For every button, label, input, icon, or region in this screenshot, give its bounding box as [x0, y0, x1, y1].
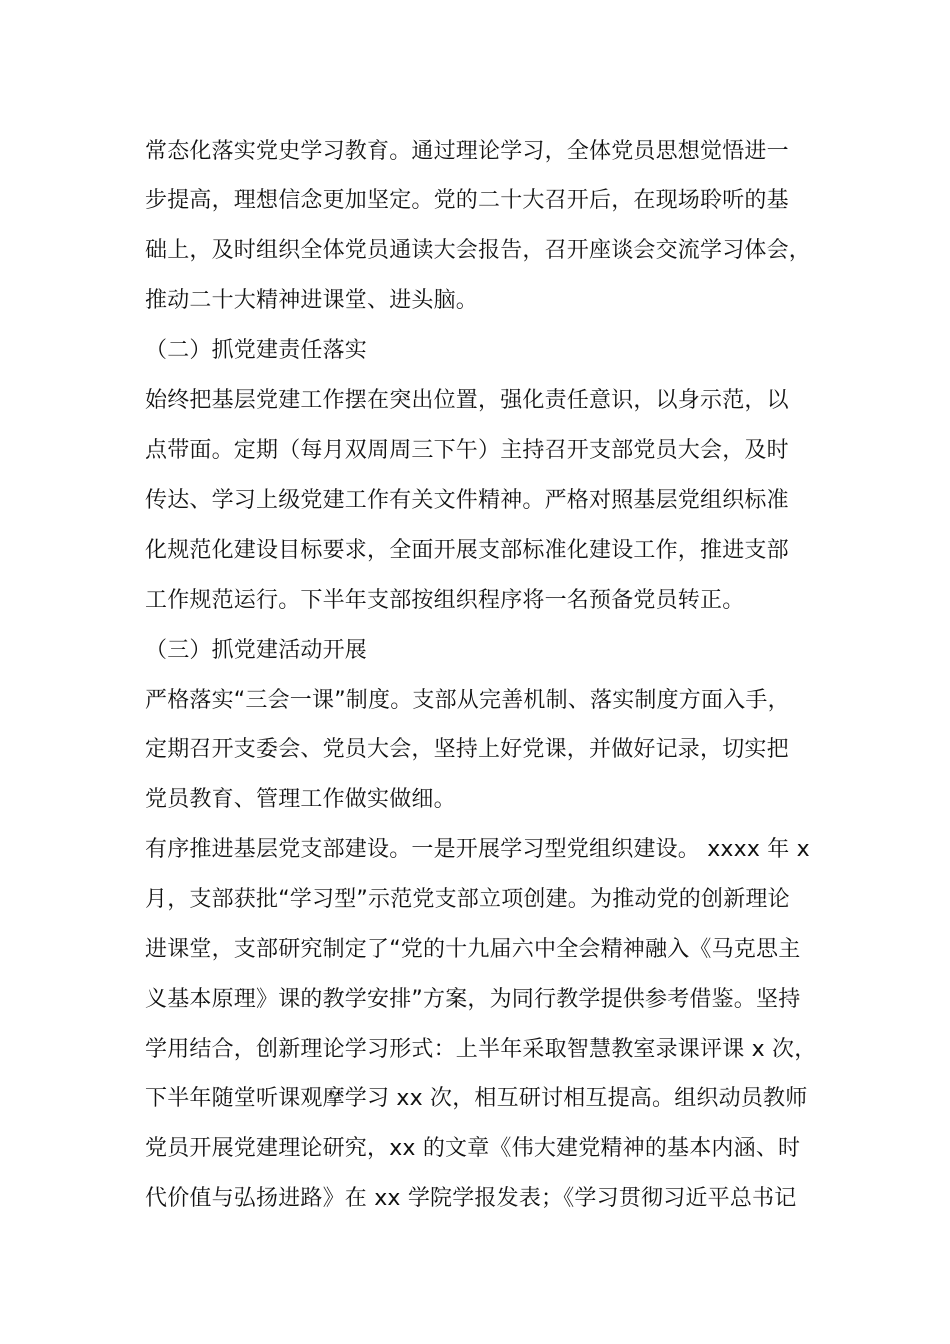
text-line: 础上，及时组织全体党员通读大会报告，召开座谈会交流学习体会，: [145, 238, 812, 263]
section-heading: （三）抓党建活动开展: [145, 638, 368, 663]
text-line: 学用结合，创新理论学习形式：上半年采取智慧教室录课评课 x 次，: [145, 1037, 817, 1062]
text-line: 点带面。定期（每月双周周三下午）主持召开支部党员大会，及时: [145, 438, 789, 463]
text-line: 传达、学习上级党建工作有关文件精神。严格对照基层党组织标准: [145, 488, 789, 513]
text-line: 月，支部获批“学习型”示范党支部立项创建。为推动党的创新理论: [145, 887, 790, 912]
text-line: 代价值与弘扬进路》在 xx 学院学报发表；《学习贯彻习近平总书记: [145, 1186, 797, 1211]
text-line: 推动二十大精神进课堂、进头脑。: [145, 288, 479, 313]
text-line: 定期召开支委会、党员大会，坚持上好党课，并做好记录，切实把: [145, 737, 789, 762]
text-line: 化规范化建设目标要求，全面开展支部标准化建设工作，推进支部: [145, 538, 789, 563]
text-line: 进课堂，支部研究制定了“党的十九届六中全会精神融入《马克思主: [145, 937, 801, 962]
text-line: 严格落实“三会一课”制度。支部从完善机制、落实制度方面入手，: [145, 688, 790, 713]
text-line: 下半年随堂听课观摩学习 xx 次，相互研讨相互提高。组织动员教师: [145, 1086, 808, 1111]
text-line: 义基本原理》课的教学安排”方案，为同行教学提供参考借鉴。坚持: [145, 987, 801, 1012]
text-line: 党员教育、管理工作做实做细。: [145, 787, 456, 812]
text-line: 始终把基层党建工作摆在突出位置，强化责任意识，以身示范，以: [145, 388, 789, 413]
text-line: 有序推进基层党支部建设。一是开展学习型党组织建设。 xxxx 年 x: [145, 837, 810, 862]
text-line: 工作规范运行。下半年支部按组织程序将一名预备党员转正。: [145, 588, 745, 613]
section-heading: （二）抓党建责任落实: [145, 338, 368, 363]
text-line: 党员开展党建理论研究，xx 的文章《伟大建党精神的基本内涵、时: [145, 1136, 801, 1161]
text-line: 常态化落实党史学习教育。通过理论学习，全体党员思想觉悟进一: [145, 139, 789, 164]
text-line: 步提高，理想信念更加坚定。党的二十大召开后，在现场聆听的基: [145, 188, 789, 213]
